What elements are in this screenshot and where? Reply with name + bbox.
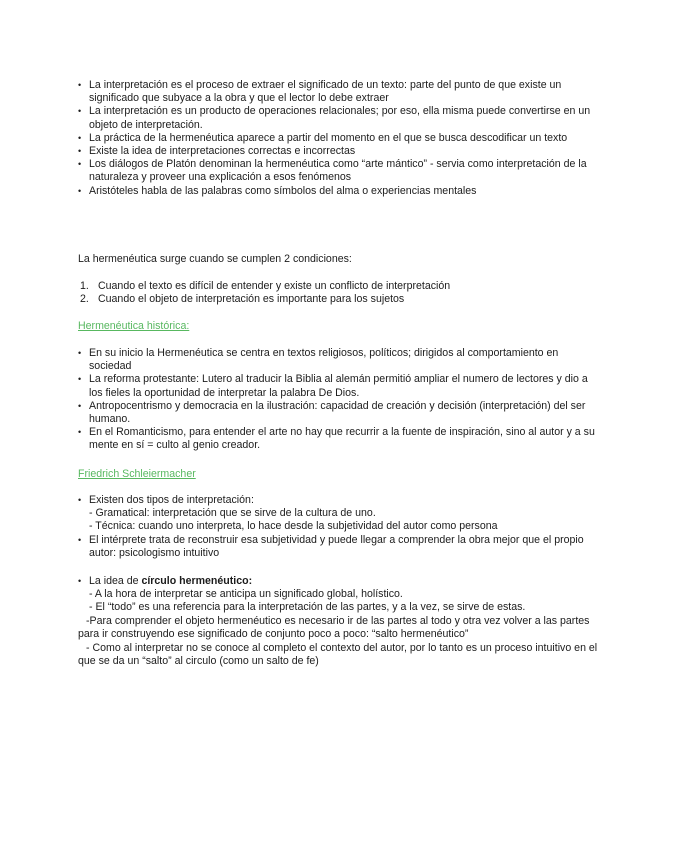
circulo-heading: • La idea de círculo hermenéutico: (89, 575, 253, 587)
list-item: • La interpretación es el proceso de extraer el significado de un texto: parte del punto de que existe un significado que subyace a la obra y que el lector lo debe extraer (78, 79, 600, 105)
circulo-term: círculo hermenéutico: (141, 575, 253, 587)
section-heading-schleiermacher[interactable]: Friedrich Schleiermacher (78, 468, 196, 480)
list-item (78, 575, 600, 615)
historica-bullet-list (78, 347, 600, 453)
list-item (80, 293, 600, 306)
list-item (78, 494, 600, 534)
schleiermacher-bullet-list (78, 494, 600, 560)
circulo-paragraph: -Para comprender el objeto hermenéutico es necesario ir de las partes al todo y otra vez volver a las partes para ir construyendo ese significado de conjunto poco a poco: “salto hermenéutico” (78, 615, 590, 641)
list-text: Cuando el texto es difícil de entender y existe un conflicto de interpretación (98, 280, 451, 292)
list-item: • Los diálogos de Platón denominan la hermenéutica como “arte mántico” - servia como interpretación de la naturaleza y proveer una explicación a esos fenómenos (78, 158, 600, 184)
circulo-paragraph: - Como al interpretar no se conoce al completo el contexto del autor, por lo tanto es un proceso intuitivo en el que se da un “salto” al circulo (como un salto de fe) (78, 642, 598, 668)
tipos-intro: • Existen dos tipos de interpretación: (89, 494, 254, 506)
conditions-intro: La hermenéutica surge cuando se cumplen 2 condiciones: (78, 253, 352, 265)
list-text: Cuando el objeto de interpretación es importante para los sujetos (98, 293, 405, 306)
circulo-line: - A la hora de interpretar se anticipa un significado global, holístico. (89, 588, 403, 601)
list-item: • Existe la idea de interpretaciones correctas e incorrectas (78, 145, 600, 158)
tipo-tecnica: - Técnica: cuando uno interpreta, lo hace desde la subjetividad del autor como persona (89, 520, 498, 533)
conditions-list (80, 280, 600, 306)
list-item: • La reforma protestante: Lutero al traducir la Biblia al alemán permitió ampliar el numero de lectores y dio a los fieles la oportunidad de interpretar la palabra De Dios. (78, 373, 600, 399)
circulo-bullet-list (78, 575, 600, 615)
list-item: • La práctica de la hermenéutica aparece a partir del momento en el que se busca descodificar un texto (78, 132, 600, 145)
list-item: • Antropocentrismo y democracia en la ilustración: capacidad de creación y decisión (interpretación) del ser humano. (78, 400, 600, 426)
list-item: • En su inicio la Hermenéutica se centra en textos religiosos, políticos; dirigidos al comportamiento en sociedad (78, 347, 600, 373)
circulo-line: - El “todo” es una referencia para la interpretación de las partes, y a la vez, se sirve de estas. (89, 601, 526, 614)
list-number: 2. (80, 293, 89, 306)
list-item: • El intérprete trata de reconstruir esa subjetividad y puede llegar a comprender la obra mejor que el propio autor: psicologismo intuitivo (78, 534, 600, 560)
list-item: • Aristóteles habla de las palabras como símbolos del alma o experiencias mentales (78, 185, 600, 198)
list-item (80, 280, 600, 293)
list-item: • La interpretación es un producto de operaciones relacionales; por eso, ella misma puede convertirse en un objeto de interpretación. (78, 105, 600, 131)
tipo-gramatical: - Gramatical: interpretación que se sirve de la cultura de uno. (89, 507, 376, 520)
list-item: • En el Romanticismo, para entender el arte no hay que recurrir a la fuente de inspiración, sino al autor y a su mente en sí = culto al genio creador. (78, 426, 600, 452)
intro-bullet-list (78, 79, 600, 198)
list-number: 1. (80, 280, 89, 292)
section-heading-historica[interactable]: Hermenéutica histórica: (78, 320, 190, 332)
